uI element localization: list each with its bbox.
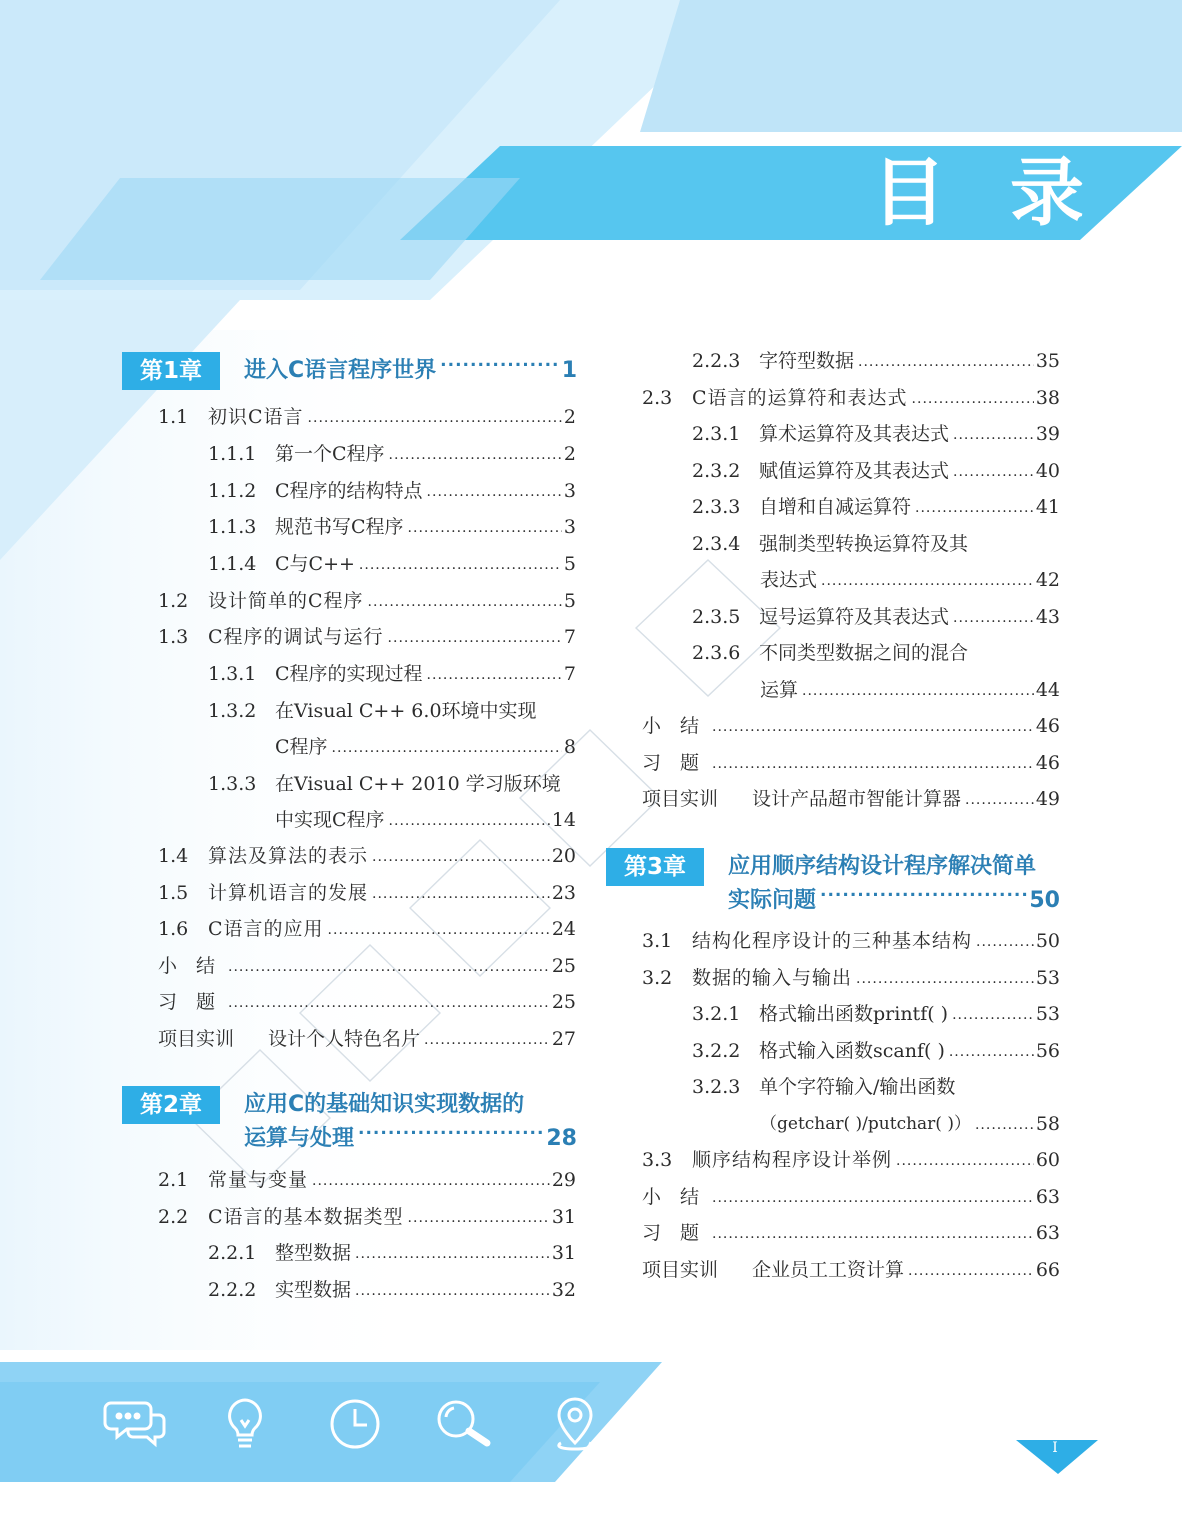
chapter-1-header bbox=[122, 352, 577, 392]
toc-row-continued[interactable]: 中实现C程序 ..... 14 bbox=[275, 803, 576, 833]
toc-row[interactable]: 1.6 C语言的应用 ..... 24 bbox=[158, 912, 576, 942]
toc-row[interactable]: 2.2.1 整型数据 ..... 31 bbox=[208, 1236, 576, 1266]
page-title: 目录 bbox=[872, 150, 1148, 236]
toc-row-continued[interactable]: C程序 ..... 8 bbox=[275, 730, 576, 760]
toc-row-exercises[interactable]: 习 题 ..... 63 bbox=[642, 1216, 1060, 1246]
chapter-badge: 第1章 bbox=[122, 352, 220, 390]
toc-row[interactable]: 1.1.3 规范书写C程序 ..... 3 bbox=[208, 510, 576, 540]
toc-row[interactable]: 1.2 设计简单的C程序 ..... 5 bbox=[158, 584, 576, 614]
toc-row[interactable]: 2.2 C语言的基本数据类型 ..... 31 bbox=[158, 1200, 576, 1230]
chapter-3-header bbox=[606, 848, 1060, 928]
chapter-badge: 第2章 bbox=[122, 1086, 220, 1124]
location-pin-icon bbox=[520, 1392, 630, 1456]
toc-row[interactable]: 2.3.2 赋值运算符及其表达式 ..... 40 bbox=[692, 454, 1060, 484]
toc-row[interactable]: 2.3 C语言的运算符和表达式 ..... 38 bbox=[642, 381, 1060, 411]
toc-row-summary[interactable]: 小 结 ..... 46 bbox=[642, 709, 1060, 739]
toc-row-exercises[interactable]: 习 题 ..... 25 bbox=[158, 985, 576, 1015]
toc-row[interactable]: 1.5 计算机语言的发展 ..... 23 bbox=[158, 876, 576, 906]
toc-row-project[interactable]: 项目实训 设计个人特色名片 ..... 27 bbox=[158, 1022, 576, 1052]
toc-row-project[interactable]: 项目实训 企业员工工资计算 ..... 66 bbox=[642, 1253, 1060, 1283]
toc-row[interactable]: 1.1.2 C程序的结构特点 ..... 3 bbox=[208, 474, 576, 504]
page-number: I bbox=[1052, 1440, 1058, 1456]
chapter-2-header bbox=[122, 1086, 577, 1166]
chapter-page: 1 bbox=[561, 358, 577, 383]
toc-row[interactable]: 2.3.3 自增和自减运算符 ..... 41 bbox=[692, 490, 1060, 520]
toc-row[interactable]: 1.3.3 在Visual C++ 2010 学习版环境 bbox=[208, 773, 561, 795]
clock-icon bbox=[300, 1392, 410, 1456]
chapter-title-line-2: 实际问题 ..... 50 bbox=[728, 884, 1060, 918]
chapter-page: 28 bbox=[546, 1126, 577, 1151]
toc-row-summary[interactable]: 小 结 ..... 25 bbox=[158, 949, 576, 979]
toc-row[interactable]: 1.3.1 C程序的实现过程 ..... 7 bbox=[208, 657, 576, 687]
toc-row[interactable]: 2.1 常量与变量 ..... 29 bbox=[158, 1163, 576, 1193]
toc-row-project[interactable]: 项目实训 设计产品超市智能计算器 ..... 49 bbox=[642, 782, 1060, 812]
toc-row-summary[interactable]: 小 结 ..... 63 bbox=[642, 1180, 1060, 1210]
toc-row[interactable]: 3.3 顺序结构程序设计举例 ..... 60 bbox=[642, 1143, 1060, 1173]
footer-icon-row bbox=[80, 1392, 630, 1456]
toc-row[interactable]: 3.2.2 格式输入函数scanf( ) ..... 56 bbox=[692, 1034, 1060, 1064]
toc-row[interactable]: 1.1.4 C与C++ ..... 5 bbox=[208, 547, 576, 577]
toc-row[interactable]: 2.2.2 实型数据 ..... 32 bbox=[208, 1273, 576, 1303]
toc-row[interactable]: 1.1.1 第一个C程序 ..... 2 bbox=[208, 437, 576, 467]
toc-row[interactable]: 2.3.5 逗号运算符及其表达式 ..... 43 bbox=[692, 600, 1060, 630]
chat-bubbles-icon bbox=[80, 1392, 190, 1456]
toc-row-continued[interactable]: （getchar( )/putchar( )） ..... 58 bbox=[760, 1107, 1060, 1137]
toc-row[interactable]: 1.3.2 在Visual C++ 6.0环境中实现 bbox=[208, 700, 537, 722]
chapter-title-line-1: 应用顺序结构设计程序解决简单 bbox=[728, 854, 1037, 879]
chapter-title-line-2: 运算与处理 ..... 28 bbox=[244, 1122, 577, 1156]
toc-row[interactable]: 3.1 结构化程序设计的三种基本结构 ..... 50 bbox=[642, 924, 1060, 954]
chapter-page: 50 bbox=[1029, 888, 1060, 913]
chapter-badge: 第3章 bbox=[606, 848, 704, 886]
toc-row[interactable]: 3.2 数据的输入与输出 ..... 53 bbox=[642, 961, 1060, 991]
toc-row[interactable]: 2.3.1 算术运算符及其表达式 ..... 39 bbox=[692, 417, 1060, 447]
toc-row-continued[interactable]: 表达式 ..... 42 bbox=[760, 563, 1060, 593]
toc-row[interactable]: 2.3.6 不同类型数据之间的混合 bbox=[692, 642, 969, 664]
toc-row[interactable]: 3.2.3 单个字符输入/输出函数 bbox=[692, 1076, 956, 1098]
magnifier-icon bbox=[410, 1392, 520, 1456]
toc-row[interactable]: 1.4 算法及算法的表示 ..... 20 bbox=[158, 839, 576, 869]
lightbulb-icon bbox=[190, 1392, 300, 1456]
chapter-title: 进入C语言程序世界 ..... 1 bbox=[244, 354, 577, 388]
toc-row[interactable]: 1.1 初识C语言 ..... 2 bbox=[158, 400, 576, 430]
toc-row[interactable]: 2.3.4 强制类型转换运算符及其 bbox=[692, 533, 969, 555]
toc-row[interactable]: 3.2.1 格式输出函数printf( ) ..... 53 bbox=[692, 997, 1060, 1027]
toc-row[interactable]: 2.2.3 字符型数据 ..... 35 bbox=[692, 344, 1060, 374]
toc-row-continued[interactable]: 运算 ..... 44 bbox=[760, 673, 1060, 703]
toc-row[interactable]: 1.3 C程序的调试与运行 ..... 7 bbox=[158, 620, 576, 650]
toc-row-exercises[interactable]: 习 题 ..... 46 bbox=[642, 746, 1060, 776]
chapter-title-line-1: 应用C的基础知识实现数据的 bbox=[244, 1092, 525, 1117]
